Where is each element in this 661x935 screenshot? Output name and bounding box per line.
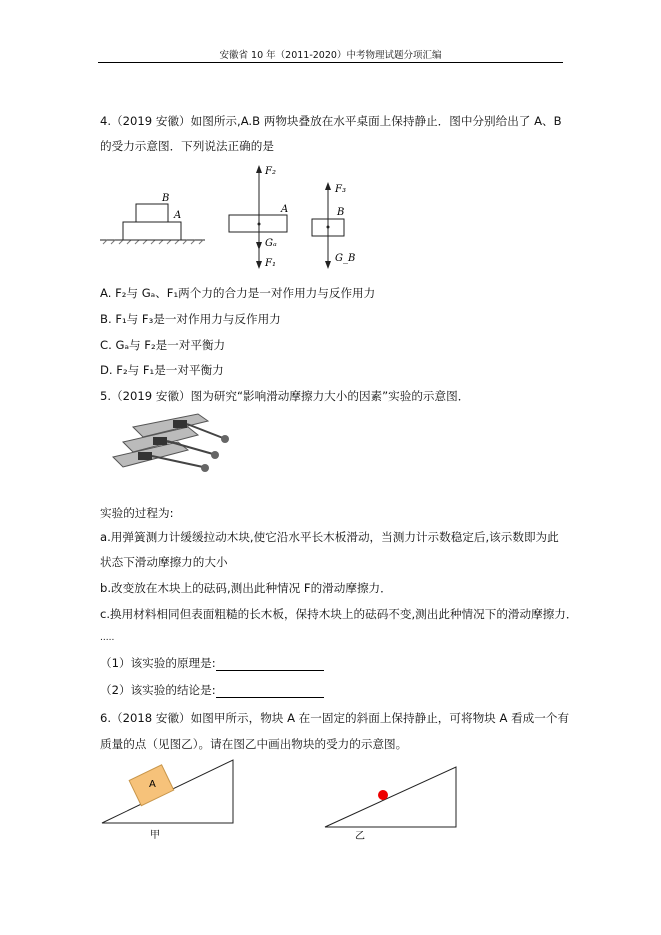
header-rule <box>98 62 563 63</box>
q5-sub1-label: （1）该实验的原理是: <box>100 656 216 670</box>
answer-blank-1[interactable] <box>216 658 324 671</box>
figure-jia-label: 甲 <box>150 830 160 841</box>
q5-process-title: 实验的过程为: <box>100 506 174 520</box>
incline-figure-jia <box>100 758 240 843</box>
q5-step-a-line2: 状态下滑动摩擦力的大小 <box>100 555 228 569</box>
friction-experiment-photo <box>108 412 238 482</box>
label-f2: F₂ <box>265 166 276 177</box>
label-gb: G_B <box>335 253 356 264</box>
label-a-force: A <box>281 204 289 215</box>
label-f1: F₁ <box>265 258 276 269</box>
label-ga: Gₐ <box>265 238 277 249</box>
q5-stem: 5.（2019 安徽）图为研究“影响滑动摩擦力大小的因素”实验的示意图． <box>100 389 470 403</box>
q4-stem-line1: 4.（2019 安徽）如图所示,A.B 两物块叠放在水平桌面上保持静止．图中分别给出了 A、B <box>100 114 562 128</box>
q5-step-c: c.换用材料相同但表面粗糙的长木板，保持木块上的砝码不变,测出此种情况下的滑动摩擦力． <box>100 607 578 621</box>
page-header: 安徽省 10 年（2011-2020）中考物理试题分项汇编 <box>219 50 442 61</box>
q5-step-a-line1: a.用弹簧测力计缓缓拉动木块,使它沿水平长木板滑动，当测力计示数稳定后,该示数即为此 <box>100 530 559 544</box>
label-b-force: B <box>337 207 345 218</box>
label-a: A <box>174 210 182 221</box>
label-f3: F₃ <box>335 184 346 195</box>
q4-option-c: C. Gₐ与 F₂是一对平衡力 <box>100 338 226 352</box>
q5-sub2-label: （2）该实验的结论是: <box>100 683 216 697</box>
incline-figure-yi <box>322 762 462 842</box>
q4-force-diagram <box>95 160 365 275</box>
q4-option-b: B. F₁与 F₃是一对作用力与反作用力 <box>100 312 281 326</box>
q5-sub2 <box>100 682 324 698</box>
answer-blank-2[interactable] <box>216 685 324 698</box>
figure-yi-label: 乙 <box>355 831 365 842</box>
q4-option-d: D. F₂与 F₁是一对平衡力 <box>100 363 224 377</box>
q6-stem-line2: 质量的点（见图乙）。请在图乙中画出物块的受力的示意图。 <box>100 737 408 751</box>
q4-stem-line2: 的受力示意图．下列说法正确的是 <box>100 139 274 153</box>
q6-stem-line1: 6.（2018 安徽）如图甲所示，物块 A 在一固定的斜面上保持静止，可将物块 A 看成一个有 <box>100 711 570 725</box>
label-b: B <box>162 193 170 204</box>
block-a-label: A <box>149 779 156 790</box>
q4-option-a: A. F₂与 Gₐ、F₁两个力的合力是一对作用力与反作用力 <box>100 286 376 300</box>
q5-ellipsis: ..... <box>100 633 115 643</box>
q5-step-b: b.改变放在木块上的砝码,测出此种情况 F的滑动摩擦力． <box>100 581 392 595</box>
q5-sub1 <box>100 655 324 671</box>
